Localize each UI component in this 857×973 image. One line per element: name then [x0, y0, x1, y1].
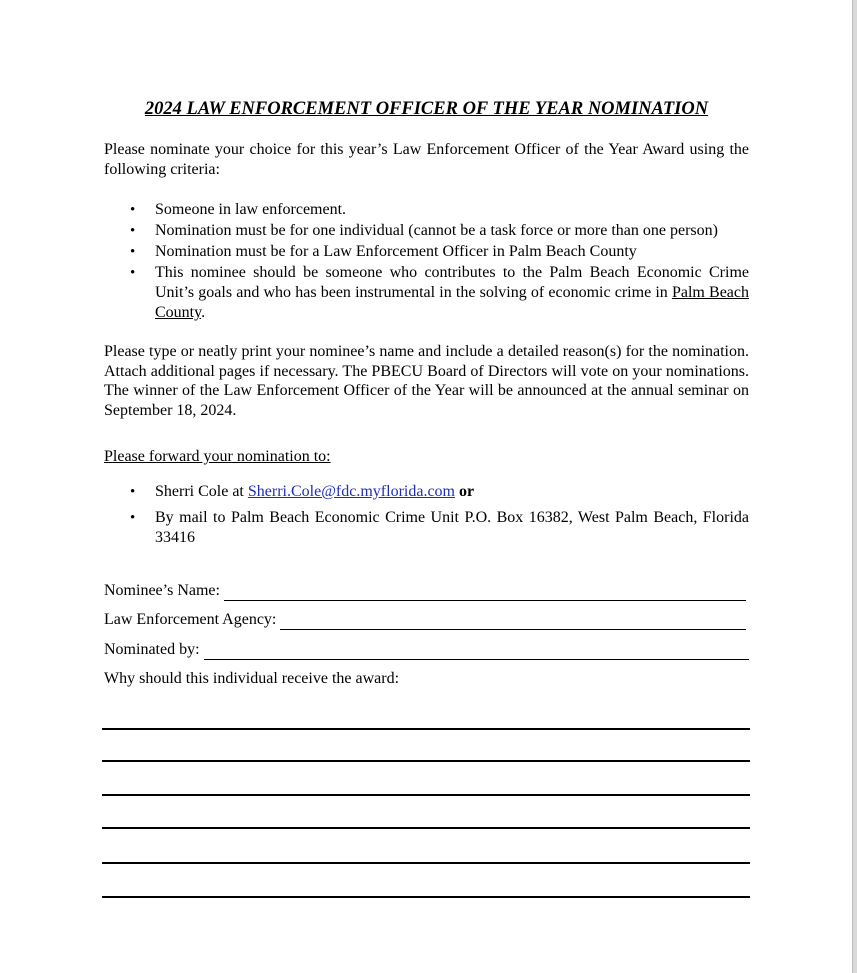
nominee-name-row — [104, 581, 746, 601]
nominated-by-row — [104, 640, 749, 660]
contact-list — [104, 482, 749, 554]
contact-item-mail — [104, 508, 749, 548]
contact-email-link[interactable]: Sherri.Cole@fdc.myflorida.com — [247, 483, 455, 500]
bullet-icon: • — [130, 510, 136, 526]
nominated-by-label: Nominated by: — [104, 641, 200, 658]
answer-line[interactable] — [102, 862, 750, 864]
criteria-list — [104, 200, 749, 324]
criteria-text: Nomination must be for a Law Enforcement Officer in Palm Beach County — [155, 243, 637, 260]
bullet-icon: • — [130, 265, 136, 281]
contact-email-prefix: Sherri Cole at — [155, 483, 248, 500]
intro-paragraph: Please nominate your choice for this year’s Law Enforcement Officer of the Year Award using the following criteria: — [104, 141, 749, 178]
contact-or-text: or — [459, 483, 475, 500]
criteria-underlined-county: Palm Beach County — [155, 284, 750, 321]
bullet-icon: • — [130, 223, 136, 239]
instructions-paragraph: Please type or neatly print your nominee’s name and include a detailed reason(s) for the nomination. Attach additional pages if necessary. The PBECU Board of Directors will vote on your nominations. The winner of the Law Enforcement Officer of the Year will be announced at the annual seminar on September 18, 2024. — [104, 343, 749, 420]
agency-field[interactable] — [280, 614, 746, 630]
criteria-item — [104, 242, 749, 262]
nominee-name-label: Nominee’s Name: — [104, 582, 220, 599]
answer-line[interactable] — [102, 827, 750, 829]
contact-mail-text: By mail to Palm Beach Economic Crime Unit P.O. Box 16382, West Palm Beach, Florida 33416 — [155, 509, 749, 546]
criteria-text: Someone in law enforcement. — [155, 201, 347, 218]
nominated-by-field[interactable] — [204, 644, 749, 660]
bullet-icon: • — [130, 244, 136, 260]
agency-row — [104, 610, 746, 630]
document-title: 2024 LAW ENFORCEMENT OFFICER OF THE YEAR NOMINATION — [144, 99, 709, 119]
bullet-icon: • — [130, 484, 136, 500]
agency-label: Law Enforcement Agency: — [104, 611, 277, 628]
page-edge — [852, 0, 857, 973]
nominee-name-field[interactable] — [224, 585, 746, 601]
forward-heading: Please forward your nomination to: — [104, 448, 331, 465]
criteria-item — [104, 221, 749, 241]
answer-line[interactable] — [102, 728, 750, 730]
criteria-text: This nominee should be someone who contributes to the Palm Beach Economic Crime Unit’s goals and who has been instrumental in the solving of economic crime in — [155, 264, 749, 301]
criteria-item — [104, 200, 749, 220]
contact-item-email — [104, 482, 749, 502]
criteria-item — [104, 263, 749, 323]
bullet-icon: • — [130, 202, 136, 218]
answer-line[interactable] — [102, 760, 750, 762]
criteria-text: Nomination must be for one individual (cannot be a task force or more than one person) — [155, 222, 718, 239]
criteria-suffix: . — [201, 304, 206, 321]
answer-line[interactable] — [102, 896, 750, 898]
answer-line[interactable] — [102, 794, 750, 796]
why-label: Why should this individual receive the award: — [104, 670, 400, 687]
